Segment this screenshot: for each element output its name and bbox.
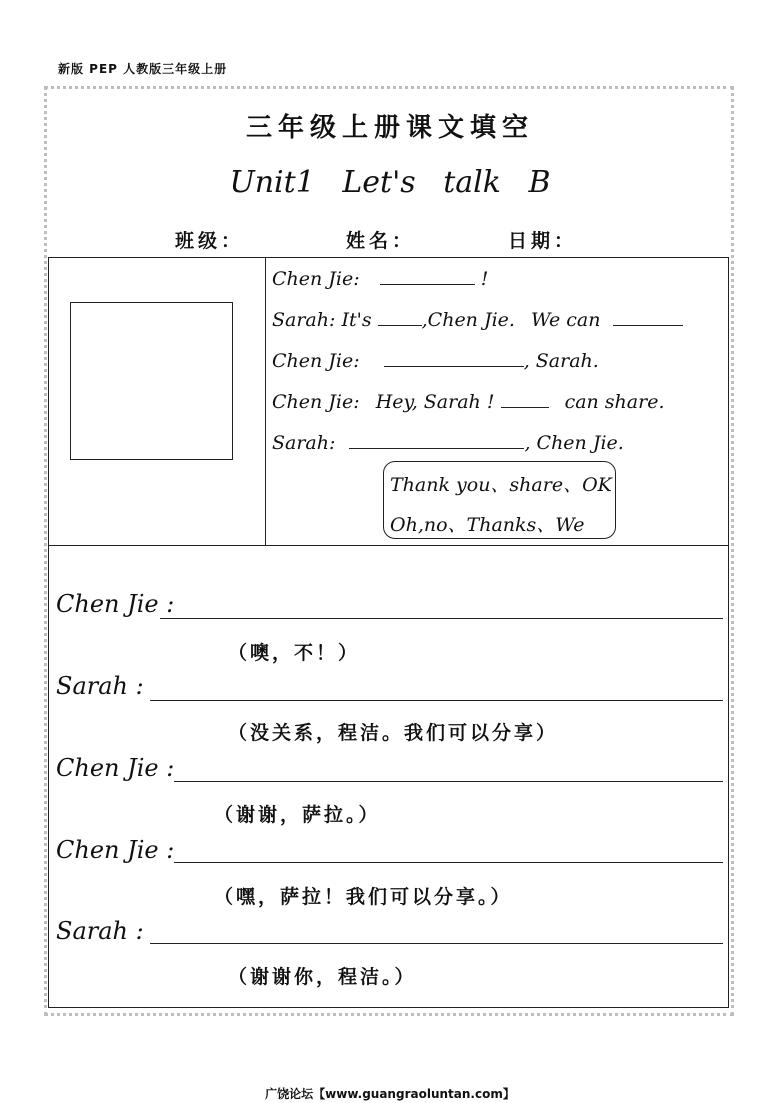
chinese-hint: （嘿，萨拉！我们可以分享。） xyxy=(214,886,513,908)
answer-speaker: Chen Jie : xyxy=(56,836,175,864)
class-label: 班级： xyxy=(175,230,245,252)
word-bank-line-2: Oh,no、Thanks、We xyxy=(390,514,585,536)
dialogue-text: , Chen Jie. xyxy=(524,432,624,454)
fill-blank[interactable] xyxy=(501,389,549,408)
dialogue-text: We can xyxy=(530,309,601,331)
dialogue-speaker: Chen Jie: xyxy=(272,268,360,290)
picture-placeholder xyxy=(70,302,233,460)
date-label: 日期： xyxy=(508,230,578,252)
answer-speaker: Sarah : xyxy=(56,672,144,700)
dialogue-speaker: Chen Jie: xyxy=(272,391,360,413)
dialogue-line-5 xyxy=(272,430,624,454)
fill-blank[interactable] xyxy=(349,430,524,449)
fill-blank[interactable] xyxy=(613,307,683,326)
dialogue-speaker: Sarah: xyxy=(272,309,336,331)
fill-blank[interactable] xyxy=(380,266,475,285)
answer-speaker: Sarah : xyxy=(56,917,144,945)
dialogue-text: It's xyxy=(341,309,372,331)
unit-title: Unit1 Let's talk B xyxy=(229,165,551,200)
dialogue-text: Hey, Sarah ! xyxy=(375,391,495,413)
dialogue-line-3 xyxy=(272,348,599,372)
word-bank-line-1: Thank you、share、OK xyxy=(390,474,612,496)
dialogue-speaker: Chen Jie: xyxy=(272,350,360,372)
dialogue-text: ,Chen Jie. xyxy=(421,309,515,331)
fill-blank[interactable] xyxy=(384,348,524,367)
chinese-hint: （谢谢你，程洁。） xyxy=(228,966,417,988)
answer-line[interactable] xyxy=(174,862,723,863)
page-title: 三年级上册课文填空 xyxy=(245,113,534,143)
name-label: 姓名： xyxy=(346,230,416,252)
answer-line[interactable] xyxy=(160,618,723,619)
dialogue-line-1 xyxy=(272,266,488,290)
dialogue-speaker: Sarah: xyxy=(272,432,336,454)
footer-text: 广饶论坛【www.guangraoluntan.com】 xyxy=(265,1087,515,1101)
dialogue-line-2 xyxy=(272,307,683,331)
dialogue-text: ! xyxy=(480,268,489,290)
chinese-hint: （噢，不！） xyxy=(228,642,361,664)
fill-blank[interactable] xyxy=(378,307,422,326)
answer-line[interactable] xyxy=(174,781,723,782)
chinese-hint: （没关系，程洁。我们可以分享） xyxy=(228,722,559,744)
chinese-hint: （谢谢，萨拉。） xyxy=(214,804,381,826)
header-label: 新版 PEP 人教版三年级上册 xyxy=(58,62,228,76)
answer-speaker: Chen Jie : xyxy=(56,590,175,618)
answer-line[interactable] xyxy=(150,943,723,944)
box-divider xyxy=(265,257,266,546)
dialogue-text: , Sarah. xyxy=(523,350,599,372)
dialogue-line-4 xyxy=(272,389,665,413)
dialogue-text: can share. xyxy=(564,391,665,413)
answer-line[interactable] xyxy=(150,700,723,701)
answer-speaker: Chen Jie : xyxy=(56,754,175,782)
